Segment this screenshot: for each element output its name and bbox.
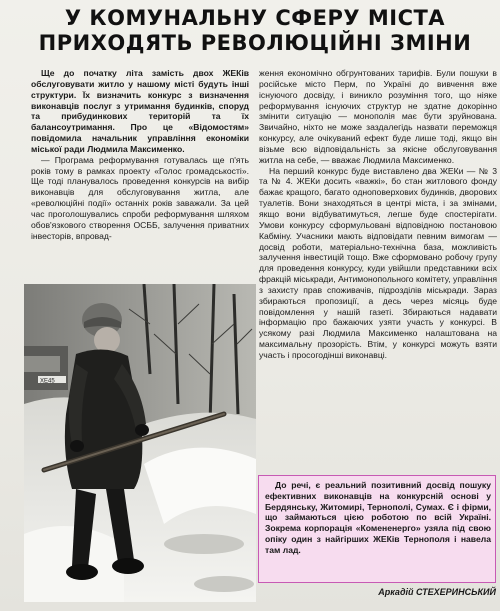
left-column — [31, 68, 249, 242]
body-paragraph: На перший конкурс буде виставлено два ЖЕКи — № 3 та № 4. ЖЕКи досить «важкі», бо стан житлового фонду бажає кращого, багато одноповерхових будинків, дворових туалетів. Вони знаходяться в центрі міста, і за змінами, якщо вони відбуватимуться, легше буде спостерігати. Умови конкурсу сформульовані відповідною постановою Кабміну. Учасники мають відповідати певним вимогам — досвід роботи, матеріально-технічна база, можливість залучення інвестицій тощо. Вже сформовано робочу групу для проведення конкурсу, куди увійшли представники всіх фракцій міськради, Антимонопольного комітету, управління з захисту прав споживачів, підрозділів міськради. Зараз збираються пропозиції, а десь через місяць буде повідомлення у нашій газеті. Збираються надавати інформацію про бажаючих узяти участь у конкурсі. В усякому разі Людмила Максименко налаштована на максимальну прозорість. Втім, у конкурсі можуть взяти участь і просогодінші виконавці. — [259, 165, 497, 360]
article-photo — [24, 284, 256, 602]
headline-line-2: ПРИХОДЯТЬ РЕВОЛЮЦІЙНІ ЗМІНИ — [38, 31, 472, 55]
headline-line-1: У КОМУНАЛЬНУ СФЕРУ МІСТА — [64, 6, 446, 30]
right-column — [259, 68, 497, 462]
highlighted-note-box — [258, 475, 496, 583]
license-plate: ХЕ45 — [40, 378, 55, 385]
headline — [20, 6, 490, 56]
author-byline: Аркадій СТЕХЕРИНСЬКИЙ — [378, 587, 496, 597]
lead-paragraph: Ще до початку літа замість двох ЖЕКів обслуговувати житло у нашому місті будуть інші структури. Їх визначить конкурс з визначення виконавців послуг з утримання будинків, споруд та прибудинкових територій та їх балансоутримання. Про це «Відомостям» повідомила начальник управління економіки міської ради Людмила Максименко. — [31, 68, 249, 154]
body-paragraph: — Програма реформування готувалась ще п'ять років тому в рамках проекту «Голос громадськості». Ще тоді планувалось проведення конкурсів на вибір виконавців для обслуговування житла, але «революційні події» останніх років заважали. За цей час проголошувались спроби реформування шляхом обов'язкового створення ОСББ, залучення приватних інвесторів, впровад- — [31, 154, 249, 241]
body-paragraph: ження економічно обгрунтованих тарифів. Були пошуки в російське місто Перм, по Україні до вивчення вже існуючого досвіду, і виникло розуміння того, що ніяке реформування існуючих структур не здатне докорінно змінити ситуацію — монополія має бути зруйнована. Звичайно, ніхто не може заздалегідь назвати переможця конкурсу, але очікуваний ефект буде лише тоді, якщо він візьме всю відповідальність за якісне обслуговування житла на себе, — вважає Людмила Максименко. — [259, 68, 497, 165]
photo-illustration — [24, 284, 256, 602]
note-text: До речі, є реальний позитивний досвід пошуку ефективних виконавців на конкурсній основі у Бердянську, Житомирі, Тернополі, Сумах. Є і фірми, що займаються цією роботою по всій Україні. Зокрема корпорація «Комененерго» узяла під свою опіку один з найгірших ЖЕКів Тернополя і навела там лад. — [265, 480, 491, 555]
